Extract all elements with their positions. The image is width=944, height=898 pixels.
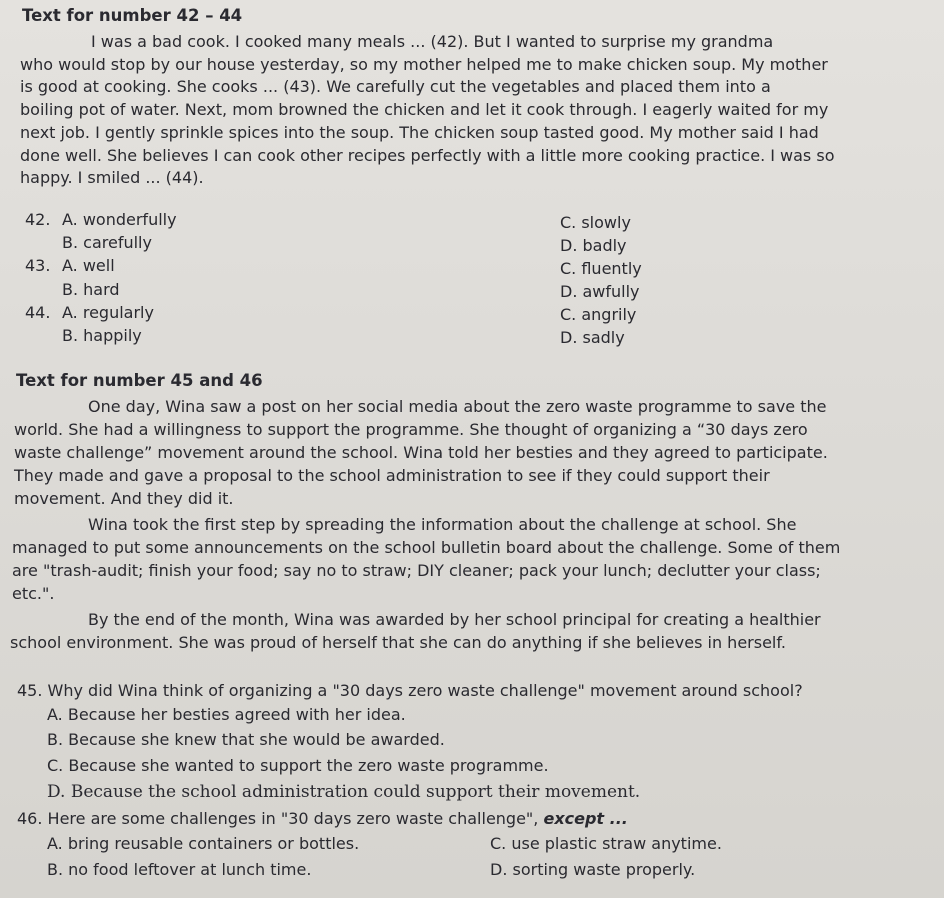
question-number: 43. <box>25 256 51 275</box>
option-d[interactable]: D. sorting waste properly. <box>490 860 696 879</box>
question-number: 42. <box>25 210 51 229</box>
except-keyword: except ... <box>543 809 628 828</box>
question-stem-text: 46. Here are some challenges in "30 days zero waste challenge", <box>17 809 539 828</box>
passage-line: etc.". <box>12 584 55 603</box>
option-d[interactable]: D. sadly <box>560 328 625 347</box>
passage-line: are "trash-audit; finish your food; say no to straw; DIY cleaner; pack your lunch; declutter your class; <box>12 561 821 580</box>
option-c[interactable]: C. slowly <box>560 213 631 232</box>
option-a[interactable]: A. Because her besties agreed with her idea. <box>47 705 406 724</box>
passage-line: Wina took the first step by spreading the information about the challenge at school. She <box>88 515 797 534</box>
passage-line: happy. I smiled ... (44). <box>20 168 204 187</box>
passage-line: managed to put some announcements on the school bulletin board about the challenge. Some of them <box>12 538 841 557</box>
option-b[interactable]: B. carefully <box>62 233 152 252</box>
option-b[interactable]: B. happily <box>62 326 142 345</box>
passage-line: movement. And they did it. <box>14 489 234 508</box>
section-title-42-44: Text for number 42 – 44 <box>22 6 243 25</box>
passage-line: school environment. She was proud of herself that she can do anything if she believes in herself. <box>10 633 786 652</box>
passage-line: done well. She believes I can cook other recipes perfectly with a little more cooking practice. I was so <box>20 146 835 165</box>
option-b[interactable]: B. hard <box>62 280 120 299</box>
passage-line: is good at cooking. She cooks ... (43). We carefully cut the vegetables and placed them into a <box>20 77 771 96</box>
passage-line: boiling pot of water. Next, mom browned the chicken and let it cook through. I eagerly waited for my <box>20 100 829 119</box>
option-c[interactable]: C. angrily <box>560 305 637 324</box>
option-a[interactable]: A. wonderfully <box>62 210 177 229</box>
option-d[interactable]: D. Because the school administration could support their movement. <box>47 782 641 802</box>
passage-line: next job. I gently sprinkle spices into the soup. The chicken soup tasted good. My mother said I had <box>20 123 819 142</box>
passage-line: who would stop by our house yesterday, so my mother helped me to make chicken soup. My mother <box>20 55 828 74</box>
section-title-45-46: Text for number 45 and 46 <box>16 371 263 390</box>
passage-line: By the end of the month, Wina was awarded by her school principal for creating a healthier <box>88 610 821 629</box>
option-b[interactable]: B. Because she knew that she would be awarded. <box>47 730 445 749</box>
question-stem: 45. Why did Wina think of organizing a "30 days zero waste challenge" movement around school? <box>17 681 803 700</box>
passage-line: I was a bad cook. I cooked many meals ... (42). But I wanted to surprise my grandma <box>91 32 774 51</box>
option-a[interactable]: A. regularly <box>62 303 154 322</box>
question-stem <box>17 808 628 830</box>
passage-line: world. She had a willingness to support the programme. She thought of organizing a “30 days zero <box>14 420 808 439</box>
question-number: 44. <box>25 303 51 322</box>
option-d[interactable]: D. awfully <box>560 282 640 301</box>
passage-line: They made and gave a proposal to the school administration to see if they could support their <box>14 466 770 485</box>
option-c[interactable]: C. Because she wanted to support the zero waste programme. <box>47 756 549 775</box>
passage-line: One day, Wina saw a post on her social media about the zero waste programme to save the <box>88 397 827 416</box>
option-c[interactable]: C. fluently <box>560 259 642 278</box>
option-b[interactable]: B. no food leftover at lunch time. <box>47 860 312 879</box>
option-d[interactable]: D. badly <box>560 236 627 255</box>
option-a[interactable]: A. well <box>62 256 115 275</box>
passage-line: waste challenge” movement around the school. Wina told her besties and they agreed to participate. <box>14 443 828 462</box>
option-c[interactable]: C. use plastic straw anytime. <box>490 834 722 853</box>
option-a[interactable]: A. bring reusable containers or bottles. <box>47 834 360 853</box>
